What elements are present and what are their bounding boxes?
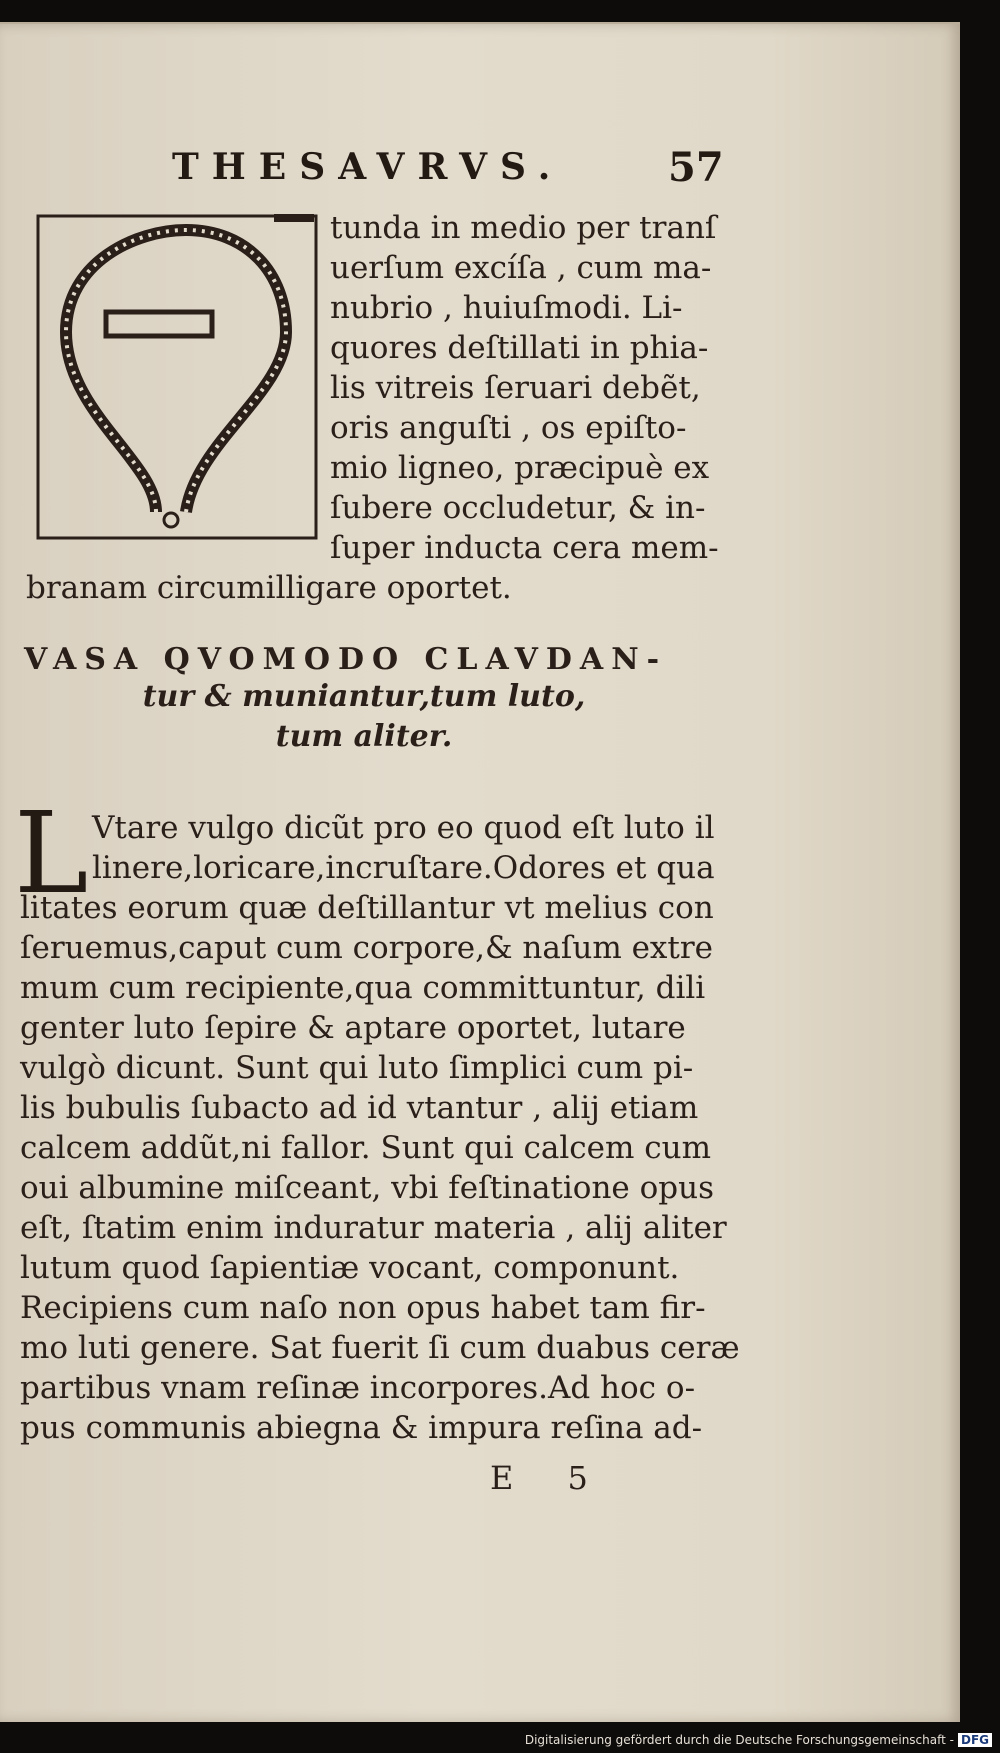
text-line: ſeruemus,caput cum corpore,& naſum extre (20, 930, 714, 966)
text-line: oui albumine miſceant, vbi feſtinatione opus (20, 1170, 715, 1206)
heading-line-3: tum aliter. (275, 719, 453, 754)
page-number: 57 (668, 144, 724, 191)
text-line: linere,loricare,incruſtare.Odores et qua (92, 850, 715, 886)
footer-text: Digitalisierung gefördert durch die Deutsche Forschungsgemeinschaft - (524, 1733, 954, 1747)
digitization-footer (525, 1733, 992, 1747)
text-line: mio ligneo, præcipuè ex (330, 450, 710, 486)
text-line: Vtare vulgo dicũt pro eo quod eſt luto il (92, 810, 715, 846)
book-page (0, 22, 960, 1722)
running-head-title: THESAVRVS. (172, 146, 564, 188)
text-line: calcem addũt,ni fallor. Sunt qui calcem cum (20, 1130, 711, 1166)
text-line: eſt, ſtatim enim induratur materia , alij aliter (20, 1210, 727, 1246)
section-heading (24, 642, 704, 757)
opening-paragraph (330, 208, 719, 568)
text-line: genter luto ſepire & aptare oportet, lutare (20, 1010, 686, 1046)
text-line: quores deſtillati in phia- (330, 330, 709, 366)
text-line: lis bubulis ſubacto ad id vtantur , alij etiam (20, 1090, 699, 1126)
paragraph-lead (92, 808, 715, 888)
text-line: litates eorum quæ deſtillantur vt melius con (20, 890, 714, 926)
text-line: lis vitreis ſeruari debẽt, (330, 370, 701, 406)
text-line: vulgò dicunt. Sunt qui luto ſimplici cum pi- (20, 1050, 694, 1086)
heading-line-2: tur & muniantur,tum luto, (142, 679, 586, 714)
second-paragraph (20, 888, 740, 1448)
text-line: oris anguſti , os epiſto- (330, 410, 687, 446)
woodcut-initial-flask (36, 212, 320, 544)
text-line: branam circumilligare oportet. (26, 570, 512, 606)
text-line: pus communis abiegna & impura reſina ad- (20, 1410, 703, 1446)
text-line: Recipiens cum naſo non opus habet tam fir- (20, 1290, 706, 1326)
dfg-logo: DFG (958, 1733, 992, 1747)
text-line: ſuper inducta cera mem- (330, 530, 719, 566)
heading-line-1: VASA QVOMODO CLAVDAN- (24, 642, 668, 677)
text-line: lutum quod ſapientiæ vocant, componunt. (20, 1250, 680, 1286)
text-line: ſubere occludetur, & in- (330, 490, 706, 526)
text-line: mo luti genere. Sat fuerit ſi cum duabus ceræ (20, 1330, 740, 1366)
text-line: tunda in medio per tranſ (330, 210, 717, 246)
text-line: nubrio , huiuſmodi. Li- (330, 290, 683, 326)
text-line: mum cum recipiente,qua committuntur, dili (20, 970, 706, 1006)
drop-cap: L (14, 789, 89, 919)
signature-mark: E 5 (490, 1459, 610, 1497)
text-line: uerſum excíſa , cum ma- (330, 250, 712, 286)
text-line: partibus vnam reſinæ incorpores.Ad hoc o- (20, 1370, 696, 1406)
